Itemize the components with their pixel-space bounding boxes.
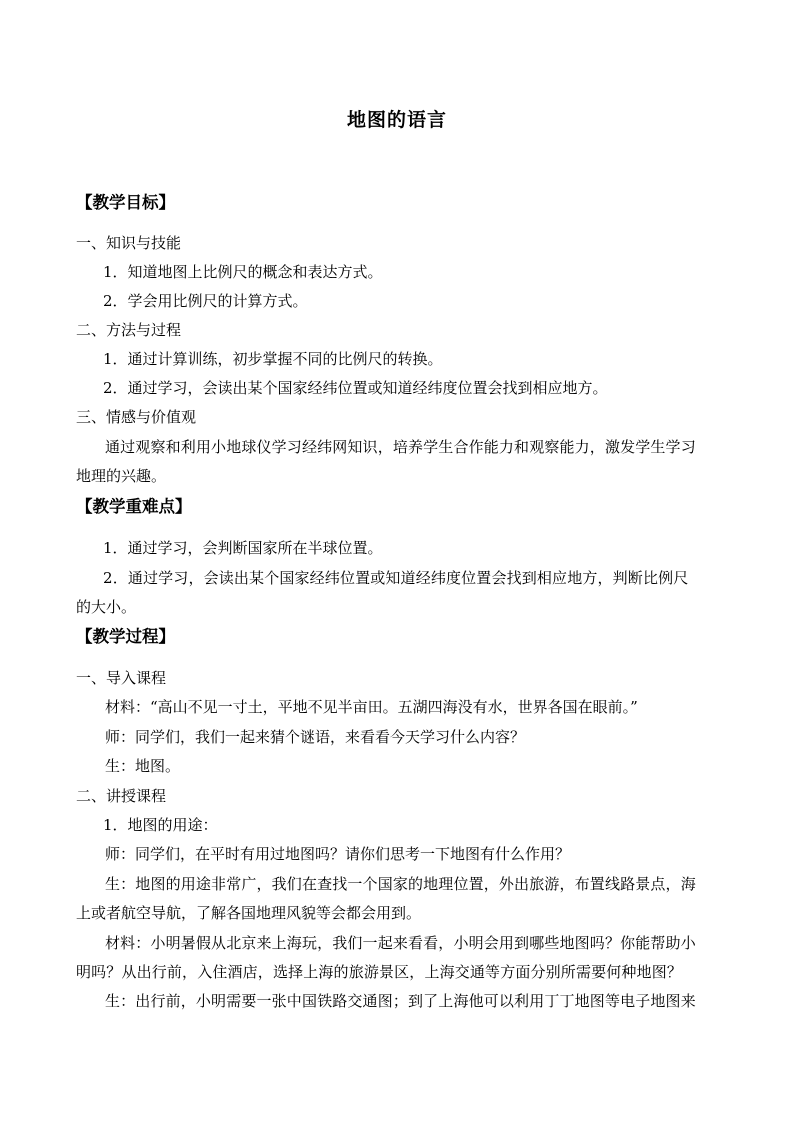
- section-heading-objectives: 【教学目标】: [76, 193, 175, 212]
- subsection-heading: 一、导入课程: [76, 669, 167, 687]
- section-heading-key-points: 【教学重难点】: [76, 497, 192, 516]
- paragraph-line: 材料：“高山不见一寸土，平地不见半亩田。五湖四海没有水，世界各国在眼前。”: [105, 698, 638, 716]
- list-item: 1．知道地图上比例尺的概念和表达方式。: [103, 263, 383, 281]
- list-item: 1．通过学习，会判断国家所在半球位置。: [103, 539, 383, 557]
- list-item: 1．地图的用途：: [103, 816, 218, 834]
- list-item: 2．学会用比例尺的计算方式。: [103, 292, 308, 310]
- subsection-heading: 二、讲授课程: [76, 787, 167, 805]
- paragraph-line: 生：地图的用途非常广，我们在查找一个国家的地理位置，外出旅游，布置线路景点，海: [105, 875, 696, 893]
- list-item: 2．通过学习，会读出某个国家经纬位置或知道经纬度位置会找到相应地方，判断比例尺: [103, 569, 689, 587]
- paragraph-line: 生：地图。: [105, 757, 181, 775]
- subsection-heading: 二、方法与过程: [76, 321, 182, 339]
- list-item: 2．通过学习，会读出某个国家经纬位置或知道经纬度位置会找到相应地方。: [103, 379, 608, 397]
- paragraph-line: 师：同学们，在平时有用过地图吗？请你们思考一下地图有什么作用？: [105, 845, 571, 863]
- paragraph-line: 材料：小明暑假从北京来上海玩，我们一起来看看，小明会用到哪些地图吗？你能帮助小: [105, 934, 696, 952]
- document-title: 地图的语言: [346, 109, 447, 131]
- paragraph-line: 上或者航空导航，了解各国地理风貌等会都会用到。: [76, 904, 422, 922]
- paragraph-line: 师：同学们，我们一起来猜个谜语，来看看今天学习什么内容？: [105, 728, 526, 746]
- paragraph-line: 明吗？从出行前，入住酒店，选择上海的旅游景区，上海交通等方面分别所需要何种地图？: [76, 963, 683, 981]
- list-item: 1．通过计算训练，初步掌握不同的比例尺的转换。: [103, 350, 443, 368]
- subsection-heading: 一、知识与技能: [76, 234, 182, 252]
- subsection-heading: 三、情感与价值观: [76, 408, 197, 426]
- paragraph-line: 地理的兴趣。: [76, 467, 167, 485]
- section-heading-process: 【教学过程】: [76, 627, 175, 646]
- paragraph-line: 的大小。: [76, 598, 137, 616]
- paragraph-line: 通过观察和利用小地球仪学习经纬网知识，培养学生合作能力和观察能力，激发学生学习: [105, 438, 696, 456]
- paragraph-line: 生：出行前，小明需要一张中国铁路交通图；到了上海他可以利用丁丁地图等电子地图来: [105, 992, 696, 1010]
